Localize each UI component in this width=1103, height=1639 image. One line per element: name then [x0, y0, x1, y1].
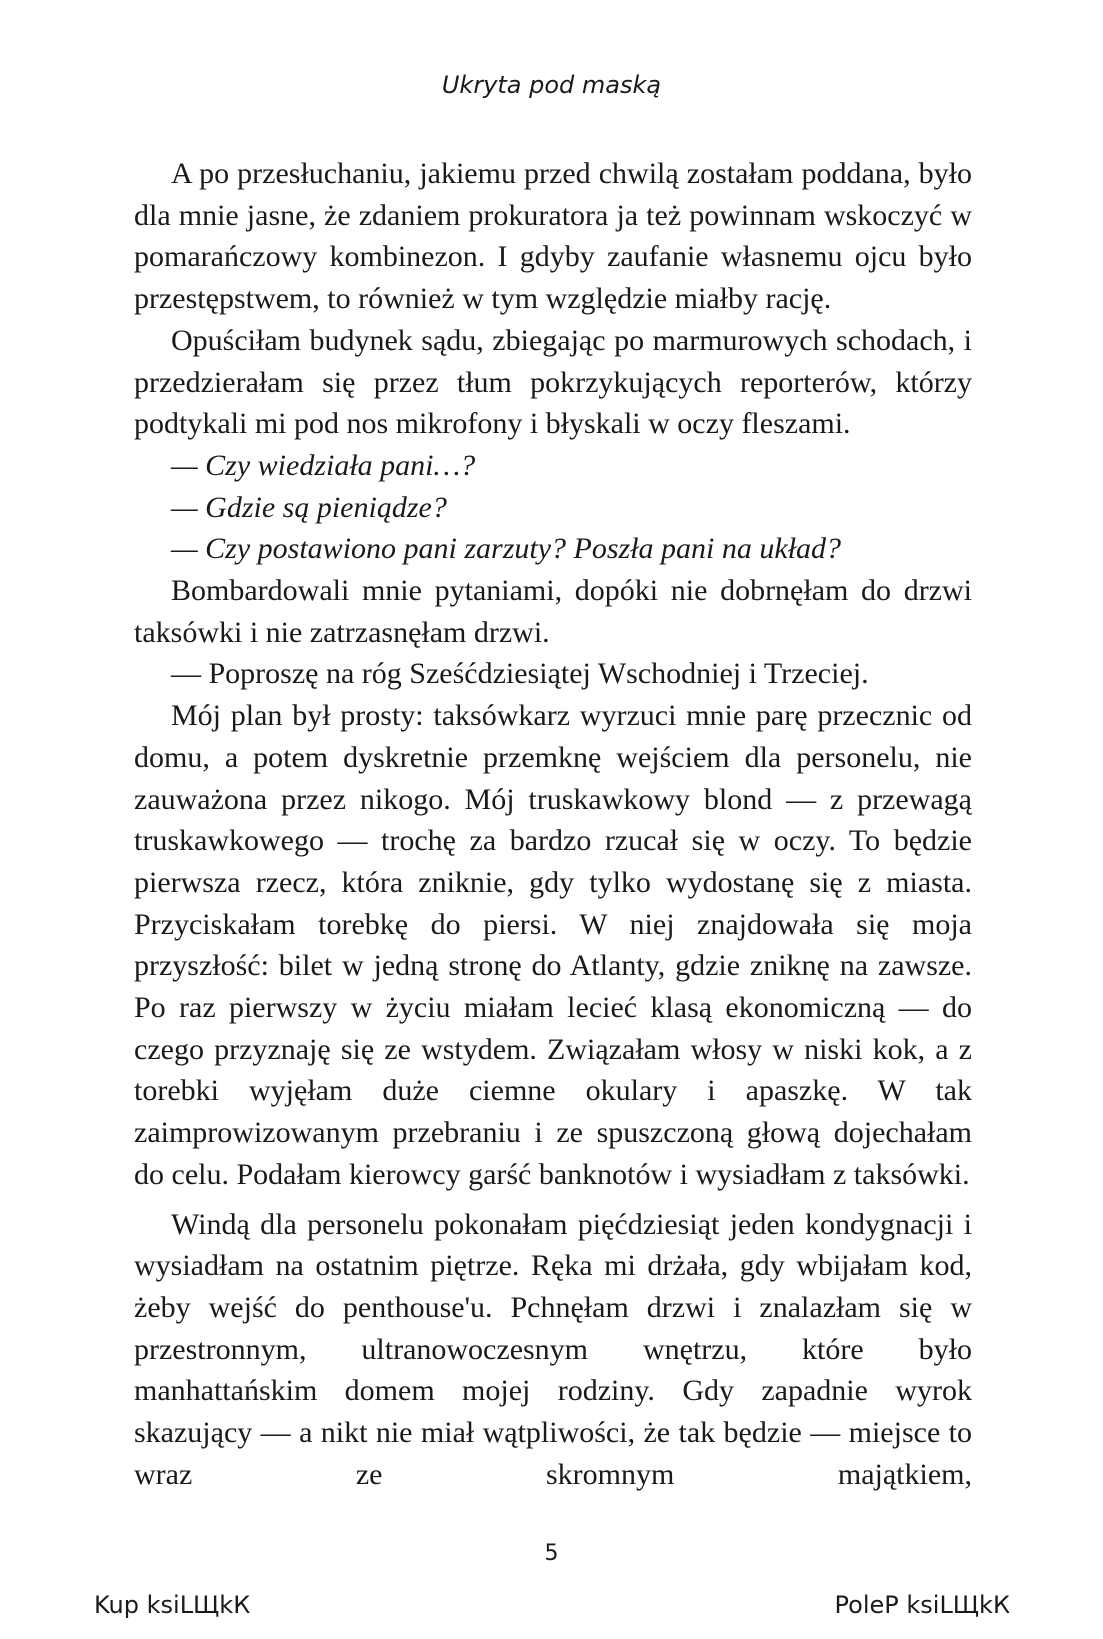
paragraph-hearing: A po przesłuchaniu, jakiemu przed chwilą zostałam poddana, było dla mnie jasne, że zdaniem prokuratora ja też powinnam wskoczyć w pomarańczowy kombinezon. I gdyby zaufanie własnemu ojcu było przestępstwem, to również w tym względzie miałby rację. — [134, 157, 972, 316]
page-number: 5 — [544, 1541, 559, 1566]
buy-book-link[interactable]: Kup ksiLЩkК — [94, 1591, 251, 1619]
paragraph-plan: Mój plan był prosty: taksówkarz wyrzuci mnie parę przecznic od domu, a potem dyskretnie przemknę wejściem dla personelu, nie zauważona przez nikogo. Mój truskawkowy blond — z przewagą truskawkowego — trochę za bardzo rzucał się w oczy. To będzie pierwsza rzecz, która zniknie, gdy tylko wydostanę się z miasta. Przyciskałam torebkę do piersi. W niej znajdowała się moja przyszłość: bilet w jedną stronę do Atlanty, gdzie zniknę na zawsze. Po raz pierwszy w życiu miałam lecieć klasą ekonomiczną — do czego przyznaję się ze wstydem. Związałam włosy w niski kok, a z torebki wyjęłam duże ciemne okulary i apaszkę. W tak zaimprowizowanym przebraniu i ze spuszczoną głową dojechałam do celu. Podałam kierowcy garść banknotów i wysiadłam z taksówki. — [134, 699, 972, 1191]
body-text — [134, 153, 972, 1496]
dialogue-question-1: — Czy wiedziała pani…? — [171, 448, 476, 482]
recommend-book-link[interactable]: PoleР ksiLЩkК — [834, 1591, 1010, 1619]
dialogue-address: — Poproszę na róg Sześćdziesiątej Wschodniej i Trzeciej. — [171, 657, 869, 691]
paragraph-courthouse: Opuściłam budynek sądu, zbiegając po marmurowych schodach, i przedzierałam się przez tłum pokrzykujących reporterów, którzy podtykali mi pod nos mikrofony i błyskali w oczy fleszami. — [134, 323, 972, 441]
running-header: Ukryta pod maską — [441, 71, 662, 99]
paragraph-taxi: Bombardowali mnie pytaniami, dopóki nie dobrnęłam do drzwi taksówki i nie zatrzasnęłam drzwi. — [134, 574, 972, 649]
dialogue-question-3: — Czy postawiono pani zarzuty? Poszła pani na układ? — [171, 532, 842, 566]
paragraph-penthouse: Windą dla personelu pokonałam pięćdziesiąt jeden kondygnacji i wysiadłam na ostatnim piętrze. Ręka mi drżała, gdy wbijałam kod, żeby wejść do penthouse'u. Pchnęłam drzwi i znalazłam się w przestronnym, ultranowoczesnym wnętrzu, które było manhattańskim domem mojej rodziny. Gdy zapadnie wyrok skazujący — a nikt nie miał wątpliwości, że tak będzie — miejsce to wraz ze skromnym majątkiem, — [134, 1207, 972, 1491]
dialogue-question-2: — Gdzie są pieniądze? — [171, 490, 447, 524]
